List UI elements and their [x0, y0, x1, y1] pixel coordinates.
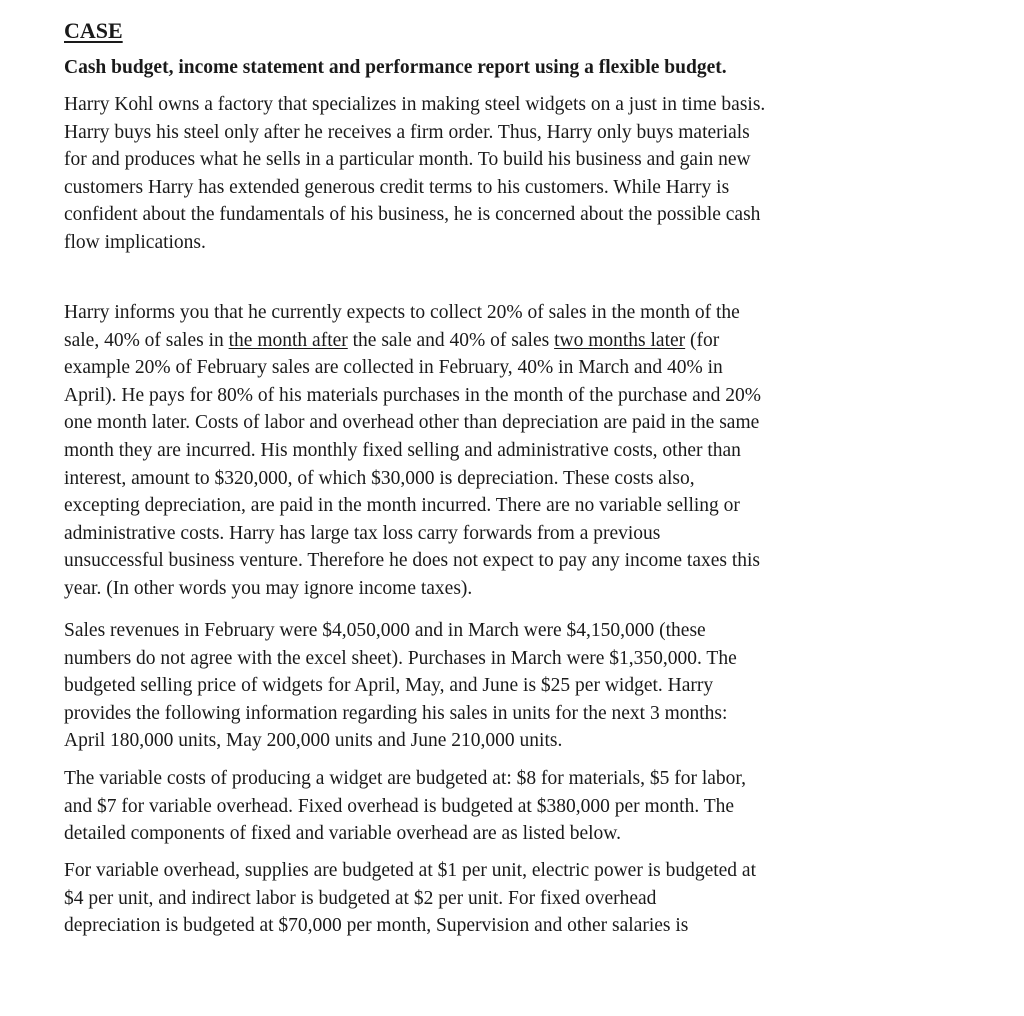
text-line: Harry Kohl owns a factory that specializes in making steel widgets on a just in time basis. [64, 94, 766, 115]
text-line: $4 per unit, and indirect labor is budgeted at $2 per unit. For fixed overhead [64, 887, 657, 909]
text-line: interest, amount to $320,000, of which $30,000 is depreciation. These costs also, [64, 467, 695, 489]
paragraph-intro [64, 91, 964, 257]
text-fragment: sale, 40% of sales in [64, 329, 229, 351]
case-subtitle: Cash budget, income statement and performance report using a flexible budget. [64, 57, 727, 78]
underlined-term-two-months-later: two months later [554, 329, 686, 351]
text-line: For variable overhead, supplies are budgeted at $1 per unit, electric power is budgeted at [64, 860, 757, 881]
text-fragment: the sale and 40% of sales [347, 329, 555, 351]
text-line-underlined-terms [64, 327, 964, 355]
text-line: month they are incurred. His monthly fixed selling and administrative costs, other than [64, 439, 741, 461]
text-line: budgeted selling price of widgets for April, May, and June is $25 per widget. Harry [64, 675, 714, 697]
paragraph-collections [64, 299, 964, 603]
text-line: numbers do not agree with the excel sheet). Purchases in March were $1,350,000. The [64, 647, 737, 669]
text-line: year. (In other words you may ignore income taxes). [64, 577, 473, 599]
text-line: flow implications. [64, 231, 206, 253]
case-heading: CASE [64, 18, 123, 43]
text-line: confident about the fundamentals of his business, he is concerned about the possible cash [64, 204, 761, 226]
text-line: depreciation is budgeted at $70,000 per month, Supervision and other salaries is [64, 915, 689, 937]
paragraph-overhead-details [64, 857, 964, 940]
text-line: Harry informs you that he currently expects to collect 20% of sales in the month of the [64, 302, 740, 323]
text-line: April 180,000 units, May 200,000 units and June 210,000 units. [64, 730, 563, 752]
text-line: provides the following information regarding his sales in units for the next 3 months: [64, 702, 728, 724]
text-line: example 20% of February sales are collected in February, 40% in March and 40% in [64, 357, 723, 379]
paragraph-sales-revenues [64, 617, 964, 755]
text-line: April). He pays for 80% of his materials purchases in the month of the purchase and 20% [64, 384, 761, 406]
text-line: unsuccessful business venture. Therefore he does not expect to pay any income taxes this [64, 550, 761, 572]
text-fragment: (for [685, 329, 720, 351]
text-line: The variable costs of producing a widget are budgeted at: $8 for materials, $5 for labor, [64, 768, 747, 789]
text-line: for and produces what he sells in a particular month. To build his business and gain new [64, 149, 751, 171]
text-line: excepting depreciation, are paid in the month incurred. There are no variable selling or [64, 495, 740, 517]
text-line: customers Harry has extended generous credit terms to his customers. While Harry is [64, 176, 730, 198]
text-line: administrative costs. Harry has large tax loss carry forwards from a previous [64, 522, 661, 544]
text-line: and $7 for variable overhead. Fixed overhead is budgeted at $380,000 per month. The [64, 795, 735, 817]
text-line: one month later. Costs of labor and overhead other than depreciation are paid in the same [64, 412, 760, 434]
paragraph-variable-costs [64, 765, 964, 848]
underlined-term-month-after: the month after [228, 329, 348, 351]
text-line: detailed components of fixed and variable overhead are as listed below. [64, 823, 621, 845]
text-line: Harry buys his steel only after he receives a firm order. Thus, Harry only buys materials [64, 121, 750, 143]
text-line: Sales revenues in February were $4,050,000 and in March were $4,150,000 (these [64, 620, 706, 641]
